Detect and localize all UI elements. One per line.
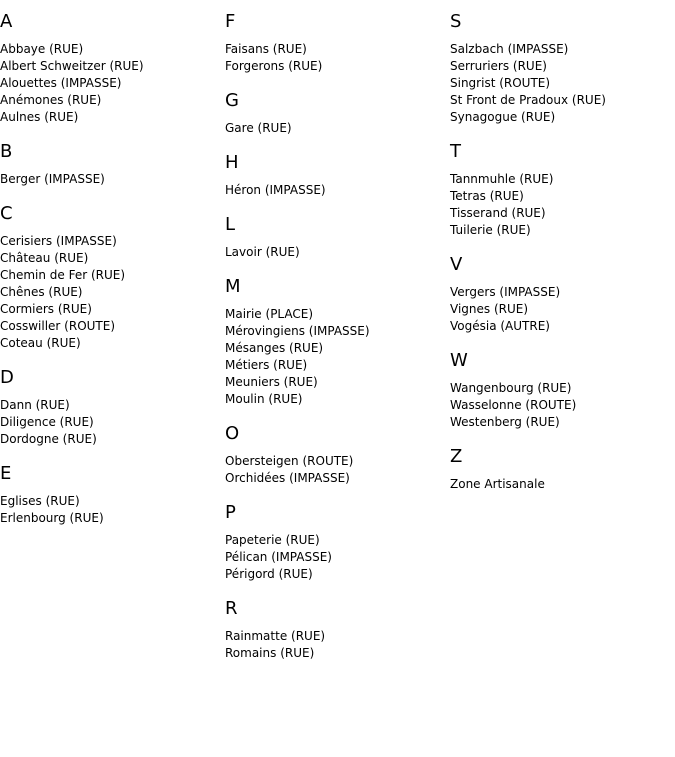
street-entry: Anémones (RUE) <box>0 93 102 107</box>
street-list <box>450 171 675 239</box>
street-entry: Château (RUE) <box>0 251 89 265</box>
street-entry: Orchidées (IMPASSE) <box>225 471 350 485</box>
letter-heading: C <box>0 203 13 224</box>
letter-heading: H <box>225 152 239 173</box>
street-entry: Abbaye (RUE) <box>0 42 84 56</box>
street-list <box>0 41 225 126</box>
street-list <box>225 532 450 583</box>
street-entry: Périgord (RUE) <box>225 567 313 581</box>
street-list <box>0 171 225 188</box>
letter-heading: F <box>225 11 236 32</box>
letter-heading: V <box>450 254 463 275</box>
street-entry: Vergers (IMPASSE) <box>450 285 561 299</box>
street-entry: Wasselonne (ROUTE) <box>450 398 577 412</box>
letter-section-c <box>0 203 225 352</box>
street-list <box>450 476 675 493</box>
letter-section-d <box>0 367 225 448</box>
street-entry: Lavoir (RUE) <box>225 245 300 259</box>
street-list <box>450 41 675 126</box>
street-list <box>450 380 675 431</box>
street-list <box>225 41 450 75</box>
street-entry: Mésanges (RUE) <box>225 341 324 355</box>
letter-heading: S <box>450 11 462 32</box>
street-entry: Forgerons (RUE) <box>225 59 323 73</box>
street-entry: Vogésia (AUTRE) <box>450 319 550 333</box>
letter-section-b <box>0 141 225 188</box>
street-entry: Berger (IMPASSE) <box>0 172 105 186</box>
letter-heading: T <box>450 141 461 162</box>
letter-heading: O <box>225 423 240 444</box>
street-entry: Tannmuhle (RUE) <box>450 172 554 186</box>
street-entry: Tisserand (RUE) <box>450 206 546 220</box>
letter-section-l <box>225 214 450 261</box>
street-index-column-2 <box>225 0 450 662</box>
letter-section-p <box>225 502 450 583</box>
letter-section-w <box>450 350 675 431</box>
letter-section-z <box>450 446 675 493</box>
street-entry: Vignes (RUE) <box>450 302 529 316</box>
letter-section-m <box>225 276 450 408</box>
street-entry: Serruriers (RUE) <box>450 59 547 73</box>
street-entry: Aulnes (RUE) <box>0 110 79 124</box>
letter-section-e <box>0 463 225 527</box>
letter-heading: A <box>0 11 13 32</box>
street-entry: Cosswiller (ROUTE) <box>0 319 116 333</box>
street-list <box>225 182 450 199</box>
street-entry: Westenberg (RUE) <box>450 415 560 429</box>
street-list <box>0 493 225 527</box>
letter-section-o <box>225 423 450 487</box>
street-list <box>450 284 675 335</box>
street-entry: Métiers (RUE) <box>225 358 308 372</box>
letter-section-g <box>225 90 450 137</box>
letter-heading: E <box>0 463 12 484</box>
street-list <box>0 397 225 448</box>
street-entry: Zone Artisanale <box>450 477 545 491</box>
street-entry: Gare (RUE) <box>225 121 292 135</box>
street-list <box>0 233 225 352</box>
street-list <box>225 306 450 408</box>
street-entry: Rainmatte (RUE) <box>225 629 326 643</box>
street-entry: Dann (RUE) <box>0 398 70 412</box>
street-entry: Synagogue (RUE) <box>450 110 556 124</box>
letter-heading: Z <box>450 446 463 467</box>
street-entry: Faisans (RUE) <box>225 42 307 56</box>
street-entry: Singrist (ROUTE) <box>450 76 551 90</box>
letter-heading: P <box>225 502 236 523</box>
street-entry: Alouettes (IMPASSE) <box>0 76 122 90</box>
street-entry: Albert Schweitzer (RUE) <box>0 59 144 73</box>
letter-section-f <box>225 11 450 75</box>
letter-heading: G <box>225 90 239 111</box>
street-entry: Romains (RUE) <box>225 646 315 660</box>
letter-heading: D <box>0 367 14 388</box>
street-entry: Mairie (PLACE) <box>225 307 314 321</box>
street-entry: Coteau (RUE) <box>0 336 81 350</box>
street-index-column-3 <box>450 0 675 493</box>
street-list <box>225 120 450 137</box>
street-entry: Tetras (RUE) <box>450 189 524 203</box>
letter-section-h <box>225 152 450 199</box>
street-entry: Meuniers (RUE) <box>225 375 318 389</box>
street-entry: Wangenbourg (RUE) <box>450 381 572 395</box>
street-entry: Eglises (RUE) <box>0 494 80 508</box>
street-entry: Pélican (IMPASSE) <box>225 550 332 564</box>
street-index-column-1 <box>0 0 225 527</box>
letter-section-v <box>450 254 675 335</box>
street-entry: Mérovingiens (IMPASSE) <box>225 324 370 338</box>
letter-heading: W <box>450 350 468 371</box>
street-entry: Tuilerie (RUE) <box>450 223 531 237</box>
street-entry: Héron (IMPASSE) <box>225 183 326 197</box>
street-list <box>225 453 450 487</box>
street-entry: Dordogne (RUE) <box>0 432 97 446</box>
street-entry: Papeterie (RUE) <box>225 533 320 547</box>
street-entry: Erlenbourg (RUE) <box>0 511 104 525</box>
street-entry: Cerisiers (IMPASSE) <box>0 234 117 248</box>
letter-heading: R <box>225 598 238 619</box>
street-entry: Obersteigen (ROUTE) <box>225 454 354 468</box>
letter-section-s <box>450 11 675 126</box>
street-entry: Salzbach (IMPASSE) <box>450 42 569 56</box>
letter-section-a <box>0 11 225 126</box>
street-entry: St Front de Pradoux (RUE) <box>450 93 606 107</box>
street-entry: Chênes (RUE) <box>0 285 83 299</box>
street-list <box>225 628 450 662</box>
letter-section-t <box>450 141 675 239</box>
letter-section-r <box>225 598 450 662</box>
letter-heading: B <box>0 141 13 162</box>
street-entry: Diligence (RUE) <box>0 415 94 429</box>
letter-heading: M <box>225 276 241 297</box>
letter-heading: L <box>225 214 236 235</box>
street-entry: Moulin (RUE) <box>225 392 303 406</box>
street-entry: Chemin de Fer (RUE) <box>0 268 126 282</box>
street-entry: Cormiers (RUE) <box>0 302 92 316</box>
street-list <box>225 244 450 261</box>
